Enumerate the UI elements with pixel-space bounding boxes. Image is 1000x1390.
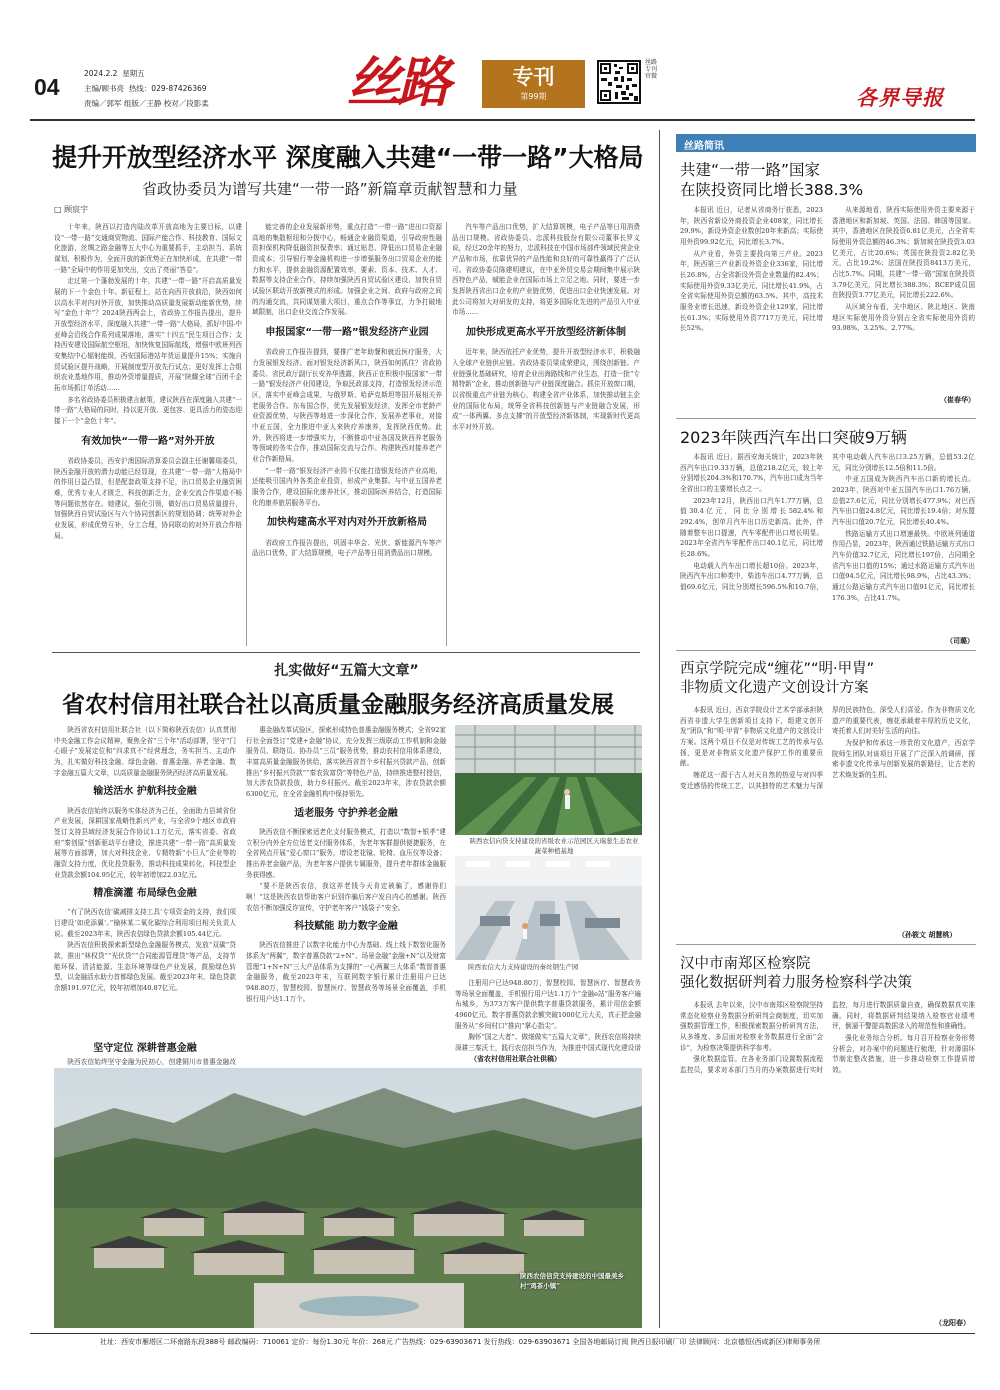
factory-image [455,856,642,960]
section-subhead: 坚守定位 深耕普惠金融 [93,1043,197,1054]
paragraph: 胸怀“国之大者”、做细做实“五篇大文章”，陕西农信将持续深耕三秦沃土，践行农信担当作为，为推进中国式现代化建设谱 [455,1033,641,1052]
hotline: 热线：029-87426369 [128,84,207,93]
qr-label: 丝路专刊官微 [645,59,658,80]
brief-1-body [680,205,975,413]
paragraph: 从区域分布看，关中地区、陕北地区、陕南地区实际使用外资分别占全省实际使用外资的93.98%、3.25%、2.77%。 [832,303,975,333]
paragraph: 能完善的企业发展新形势，重点打造“一带一路”进出口资源高地的集散枢纽和分拨中心，畅通企业融资渠道，引导政府性融资担保机构降低融资担保费率；通过贴息、降低出口贸易企业融资成本；引导银行等金融机构进一步增强服务出口贸易企业的能力和水平，提供金融资源配置效率，要素、资本、技术、人才、数据等支持企业合作，持续加强陕西自贸试验区建设，加快自贸试验区联动开放新模式的形成。加强企业之间、政府与政府之间的沟通交流，共同谋划重大项目，重点合作等事宜，力争打破地域限制，出口企业交流合作发展。 [252,223,442,317]
lead-column-1 [54,222,242,646]
paragraph: 汽车等产品出口优势，扩大结算规模，电子产品等日用消费品出口规模。省政协委员、忠派科技股份有限公司董事长罗义说，经过20余年的努力，忠派科技在中国市场部件领域民营企业产品和市场，依靠优异的产品性能和良好的可靠性赢得了广泛认可。省政协委员陈建明建议，在中亚外贸交易会期间集中展示陕西特色产品，赋能企业在国际市场上立足之地。同时，要进一步发挥陕西省出口企业的产业链优势，促进出口企业快速发展。对此公司将加大对研发的支持，将更多国际化先进的产品引入中亚市场…… [452,223,640,317]
brief-3-title: 西京学院完成“缠花”“明·甲胄” 非物质文化遗产文创设计方案 [680,661,875,696]
section-label-text: 丝路简讯 [684,141,724,152]
brief-4-title: 汉中市南郑区检察院 强化数据研判着力服务检察科学决策 [680,956,912,991]
paragraph: 强化业务综合分析。每月召开检察业务形势分析会，对办案中的问题进行梳理，针对薄弱环节制定整改措施，进一步推动检察工作提质增效。 [832,1034,975,1075]
brief-divider [676,650,976,651]
paragraph: “一带一路”银发经济产业园不仅能打造银发经济产业高地，还能吸引国内外各类企业投资，形成产业集群。与中亚五国养老服务合作，建设国际化康养社区，推动国际医养结合，打造国际化的康养旅居服务平台。 [252,466,442,507]
greenhouse-photo [455,725,642,835]
paragraph: 省政府工作报告提出，巩固丰华会、光伏、新能源汽车等产品出口优势，扩大结算规模，电子产品等日用消费品出口规模。 [252,538,442,558]
paragraph: 中亚五国成为陕西汽车出口新的增长点。2023年，陕西对中亚五国汽车出口1.76万辆，总值27.6亿元，同比分别增长477.9%；对巴西汽车出口值24.8亿元，同比增长19.4倍；对东盟汽车出口值20.7亿元，同比增长40.4%。 [832,475,975,527]
paragraph: 陕西农信积极探索新型绿色金融服务模式，发放“双碳”贷款，推出“林权贷”“光伏贷”“合同能源管理贷”等产品，支持节能环保、清洁能源、生态环境等绿色产业发展，鼓励绿色转型，以金融活水助力首都绿色发展。截至2023年末，绿色贷款余额191.97亿元，较年初增加40.87亿元。 [54,941,236,993]
greenhouse-image [455,725,642,835]
photo-caption-2: 陕西农信大力支持建设的秦丝钢生产园 [468,963,579,971]
weekday: 星期五 [122,69,145,78]
second-column-3 [455,978,641,1052]
paragraph: 省政府工作报告提到，要推广老年助餐和就近医疗服务，大力发展银发经济。面对银发经济新风口，陕西如何抓住？省政协委员、省民政厅副厅长安养华透露，陕西正在积极申报国家“一带一路”银发经济产业园建设，争取民政部支持，打造银发经济示范区，落实中亚峰会成果，与俄罗斯、哈萨克斯坦等国开展相关养老服务合作。东布国合作，优先发展银发经济，发挥全市老龄产业资源优势，与陕西等地进一步深化合作，发展养老事业，对接中亚五国，全力推进中亚人来陕疗养康养，发挥陕西优势。此外，陕西将进一步增强实力，不断推动中亚各国及陕西养老服务等领域的务实合作，推动国际交流与合作。构建陕西对接养老产业合作新格局。 [252,348,442,463]
brief-divider [676,418,976,419]
brief-3-body [680,705,975,937]
brief-2-body [680,452,975,644]
paragraph: 从产业看，外资主要投向第三产业。2023年，陕西第三产业新设外资企业336家，同比增长26.8%，占全省新设外资企业数量的82.4%；实际使用外资9.33亿美元，同比增长41.9%，占全省实际使用外资总额的63.5%。其中，高技术服务业增长迅速，新设外资企业129家，同比增长61.3%；实际使用外资7717万美元，同比增长52%。 [680,249,823,333]
masthead-rule [30,119,975,121]
paragraph: 本报讯 去年以来，汉中市南郑区检察院坚持常态化检察业务数据分析研判会商制度，切实加强数据管理工作，积极探索数据分析研判方法，从多维度、多层面对检察业务数据进行全面“会诊”，为检察决策提供科学参考。 [680,1001,823,1052]
paragraph: 省政协委员，西安沪澳国际清算委员会副主任谢馨瑞委员，陕西金融开放的潜力动能已经显现，在共建“一带一路”大格局中的作用日益凸显，但是配套政策支持不足，出口贸易企业融资困难，优秀专业人才匮乏，科技创新乏力，企业交流合作渠道不畅等问题依然存在。她建议，强化引领，做好出口贸易质量提升，加强陕西自贸试验区与六个协同创新区的规划协调；统筹对外企业发展，形成优势互补，分工合理，协同联动的对外开放合作格局。 [54,456,242,540]
paragraph: 本报讯 近日，据西安海关统计，2023年陕西汽车出口9.33万辆，总值218.2亿元，较上年分别增长204.3%和170.7%，汽车出口成为当年全省出口的主要增长点之一。 [680,453,823,494]
page-number: 04 [34,74,60,100]
section-subhead: 加快形成更高水平开放型经济新体制 [466,327,626,339]
chief-editor: 主编/顾书亮 [84,84,125,93]
paragraph: 惠金融改革试验区，探索形成特色普惠金融服务模式；全省92家行社全面签订“党建+金融”协议，充分发挥三级联动工作机制和金融服务员、联络员、协办员“三员”服务优势，推动农村信用体系建设，丰富高质量金融服务供给，落实陕西省首个乡村振兴贷款产品，创新推出“乡村振兴贷款”“秦农致富贷”等特色产品，持续推进整村授信，加大涉农贷款投放，助力乡村振兴。截至2023年末，涉农贷款余额6300亿元，在全省金融机构中保持领先。 [246,726,446,799]
second-signature: （省农村信用社联合社供稿） [470,1055,561,1063]
issue-date: 2024.2.2 [84,69,118,78]
section-subhead: 精准滴灌 布局绿色金融 [93,888,197,900]
column-rule [446,222,447,646]
second-headline: 省农村信用社联合社以高质量金融服务经济高质量发展 [62,692,614,718]
paragraph: 电动载人汽车出口增长超10倍。2023年，陕西汽车出口种类中，柴油车出口4.77万辆，总值69.6亿元，同比分别增长596.5%和10.7倍，其中电动载人汽车出口3.25万辆，总值53.2亿元，同比分别增长12.5倍和11.5倍。 [680,453,975,592]
issue-number: 第99期 [520,92,547,101]
column-rule [246,222,247,646]
brief-3-signature: （孙筱文 胡慧桃） [898,931,957,939]
kan-label: 专刊 [512,64,555,89]
section-subhead: 适老服务 守护养老金融 [294,807,398,819]
brief-4-body [680,1000,975,1322]
section-subhead: 申报国家“一带一路”银发经济产业园 [265,327,429,339]
paragraph: 从来源地看，陕西实际使用外资主要来源于香港地区和新加坡、英国、法国、韩国等国家。其中，香港地区在陕投资6.81亿美元，占全省实际使用外资总额的46.3%；新加坡在陕投资3.03亿美元，占比20.6%；英国在陕投资2.82亿美元，占比19.2%；法国在陕投资8413万美元，占比5.7%。同期，共建“一带一路”国家在陕投资3.79亿美元，同比增长388.3%；RCEP成员国在陕投资3.77亿美元，同比增长222.6%。 [832,206,975,300]
brief-2-title: 2023年陕西汽车出口突破9万辆 [680,428,907,447]
second-column-1 [54,725,236,1037]
lead-byline: □ 顾宸宇 [54,205,89,214]
section-subhead: 输送活水 护航科技金融 [93,786,197,798]
paragraph: 铁路运输方式出口增速最快。中欧班列通道作用凸显，2023年，陕西通过铁路运输方式出口汽车价值32.7亿元，同比增长197倍，占同期全省汽车出口值的15%；通过水路运输方式汽车出口值94.5亿元，同比增长98.9%，占比43.3%；通过公路运输方式汽车出口值91亿元，同比增长176.3%，占比41.7%。 [832,529,975,602]
sidebar-rule [659,130,660,1328]
paragraph: 本报讯 近日，西京学院设计艺术学部承担陕西省非遗大学生创新项目支持下，组建文创开发“团队”和“明·甲胄”非物质文化遗产的文创设计方案。这两个项目不仅是对传统工艺的传承与弘扬，更是对非物质文化遗产保护工作的重要贡献。 [680,706,823,768]
brief-2-signature: （司璐） [946,637,974,645]
paragraph: 陕西农信推进了以数字化能力中心为基础、线上线下数智化服务体系为“两翼”，数字普惠贷款“2+N”、场景金融“金融+N”以及财富管理“1+N+N”三大产品体系为支撑的“一心两翼三大体系”数智普惠金融服务，截至2023年末，互联网数字银行累计注册用户已达948.80万，智慧校园、智慧医疗、智慧政务等场景全面覆盖，手机银行用户达1.1万个。 [246,941,446,1003]
section-subhead: 科技赋能 助力数字金融 [294,921,398,933]
paragraph: 强化数据监管。在各业务部门设置数据流程监控员，要求对本部门当月的办案数据进行实时监控，每月进行数据质量自查，确保数据真实准确。同时，将数据研判结果纳入检察官业绩考评，倒逼干警提高数据录入的规范性和准确性。 [680,1001,975,1075]
paragraph: 陕西农信始终以服务实体经济为己任，全面助力县域省份产业发展，深耕国家战略性新兴产业，与全省9个地区市政府签订支持县域经济发展合作协议1.1万亿元，落实省委、省政府“秦创原”创新驱动平台建设，推进共建“一带一路”高质量发展等方面部署，加大对科技企业、专精特新“小巨人”企业等的融资支持力度，优化投贷服务，推动科技成果转化，科技型企业贷款余额104.95亿元，较年初增加22.03亿元。 [54,806,236,879]
kan-label-box [482,60,585,108]
paragraph: 十年来，陕西以打造内陆改革开放高地为主要目标，以建设“一带一路”交通商贸物流、国际产能合作、科技教育、国际文化旅游、丝绸之路金融等五大中心为重要抓手，主动担当、系统谋划、积极作为，全面开放的新优势正在加快形成，在共建“一带一路”全局中的作用更加突出，交出了亮丽“答卷”。 [54,223,242,274]
sidebar-section-label [676,134,976,152]
paragraph: 陕西省农村信用社联合社（以下简称陕西农信）认真贯彻中央金融工作会议精神，聚焦全省“三个年”活动部署，坚守“门心眼子”发展定位和“四求真不”经营理念，务实担当、主动作为，扎实做好科技金融、绿色金融、普惠金融、养老金融、数字金融五篇大文章，以高质量金融服务陕西经济高质量发展。 [54,726,236,777]
lead-column-2 [252,222,442,646]
paragraph: 为保护和传承这一珍贵的文化遗产，西京学院师生团队对该项目开展了广泛深入的调研，探索非遗文化传承与创新发展的新路径，让古老的艺术焕发新的生机。 [832,739,975,780]
paper-name: 各界导报 [856,85,944,110]
brief-divider [676,944,976,945]
footer-rule [30,1333,975,1334]
editor-line [84,83,207,94]
second-kicker: 扎实做好“五篇大文章” [274,663,419,679]
qr-code-icon [597,60,641,104]
brief-1-title: 共建“一带一路”国家 在陕投资同比增长388.3% [680,161,864,200]
section-subhead: 加快构建高水平对内对外开放新格局 [267,517,427,529]
lead-subheadline: 省政协委员为谱写共建“一带一路”新篇章贡献智慧和力量 [142,180,518,198]
paragraph: 本报讯 近日，记者从省商务厅获悉，2023年，陕西省新设外商投资企业408家，同比增长29.9%，新设外资企业数创20年来新高；实际使用外资99.92亿元，同比增长3.7%。 [680,206,823,247]
brief-1-signature: （崔春华） [940,396,975,404]
paragraph: “有了陕西农信‘碳减排支持工具’专项资金的支持，我们项目建设‘如虎添翼’。”榆林某二氧化碳综合利用项目相关负责人说。截至2023年末，陕西农信绿色贷款余额105.44亿元。 [54,908,236,938]
issue-date-line [84,68,145,79]
paragraph: 近年来，陕西依托产业优势，提升开放型经济水平，积极融入全球产业链供应链。省政协委员梁成荣建议，围绕创新链、产业链强化基础研究，培育企业出海路线和产业生态，打造一批“专精特新”企业，推动创新链与产业链深度融合。抓住开放窗口期，以省级重点产业链为核心，构建全省产业体系，加快推动链主企业的国际化布局，统筹全省科技创新链与产业链融合发展，形成“一体两翼、多点支撑”的开放型经济新体制，实现新时代更高水平对外开放。 [452,348,640,431]
paragraph: 注册用户已达948.80万，智慧校园、智慧医疗、智慧政务等场景全面覆盖，手机银行用户达1.1万个“金融e站”服务客户遍布城乡，为373万客户提供数字普惠贷款服务，累计用信金额4960亿元。数字普惠贷款余额突破1000亿元大关，真正把金融服务从“乡间村口”推向“掌心指尖”。 [455,979,641,1030]
paragraph: 陕西农信不断探索适老化支付服务模式，打造以“数智+银孝”建立积分内外全方位适老支付服务体系，为老年客群提供便捷服务，在全省网点开展“爱心窗口”服务，增设老花镜、轮椅、血压仪等设备；推出养老金融产品，为老年客户提供专属服务，提升老年群体金融服务获得感。 [246,827,446,879]
paragraph: 多名省政协委员积极建言献策，建议陕西在深度融入共建“一带一路”大格局的同时，持以更开放、更包容、更具活力的姿态迎接下一个“金色十年”。 [54,395,242,426]
paragraph: 走过第一个蓬勃发展的十年，共建“一带一路”开启高质量发展的下一个金色十年。新征程上，站在向西开放前沿，陕西如何以高水平对内对外开放，加快推动高质量发展新动能新优势，续写“金色十年”？2024陕西两会上，省政协工作报告提出，提升开放型经济水平，深度融入共建“一带一路”大格局，抓好中国-中亚峰会沿线合作系列成果落地，落实“十四五”民生项目合作；支持西安建设国际航空枢纽，加快恢复国际航线，增强中欧班列西安集结中心辐射能级，西安国际港站年货运量提升15%；实施自贸试验区提升战略，开展制度型开放先行试点；更好发挥上合组织农业基地作用，推动外资增量提质，开展“陕耀全球”百团千企拓市场抓订单活动…… [54,277,242,393]
photo-caption-3: 陕西农信信贷支持建设的中国最美乡村“鸡茶小镇” [520,1272,624,1290]
footer-info: 社址：西安市雁塔区二环南路东段388号 邮政编码：710061 定价：每份1.30元 年价：268元 广告热线：029-63903671 发行热线：029-63903671 全国各地邮局订阅 陕西日报印刷厂印 法律顾问：北京德恒(西咸新区)律师事务所 [100,1338,821,1346]
silk-road-logo: 丝路 [347,50,447,114]
paragraph: 陕西农信始终坚守金融为民初心，创建铜川市普惠金融改 [67,1058,236,1066]
section-divider [52,652,640,653]
brief-4-signature: （龙阳春） [935,1319,970,1327]
second-column-2 [246,725,446,1065]
lead-column-3 [452,222,640,646]
section-subhead: 有效加快“一带一路”对外开放 [81,435,215,447]
paragraph: 缠花这一源于古人对天自然的热爱与对四季变迁感悟的传统工艺，以其独特的艺术魅力与深厚的民族特色，深受人们喜爱。作为非物质文化遗产的重要代表，缠花承载着丰厚的历史文化，寄托着人们对美好生活的向往。 [680,706,975,790]
factory-photo [455,856,642,960]
paragraph: 2023年12月，陕西出口汽车1.77万辆，总值30.4亿元，同比分别增长582.4%和292.4%，创单月汽车出口历史新高。此外，伴随着整车出口提速，汽车零配件出口增长明显。2023年全省汽车零配件出口40.1亿元，同比增长28.6%。 [680,496,823,559]
paragraph: “要不是陕西农信，我这养老钱今天肯定被骗了，感谢你们啊！”这是陕西农信帮助客户识别诈骗后客户发自内心的感谢。陕西农信不断加强反诈宣传，守护老年客户“钱袋子”安全。 [246,882,446,912]
photo-caption-1: 陕西农信向贷支持建设的省级农业示范园区天瑞葱生态农业蔬菜种植基地 [469,837,639,855]
lead-headline: 提升开放型经济水平 深度融入共建“一带一路”大格局 [52,143,644,172]
staff-line: 责编／郭军 组版／王静 校对／段影柔 [84,99,209,108]
masthead [0,0,1000,122]
